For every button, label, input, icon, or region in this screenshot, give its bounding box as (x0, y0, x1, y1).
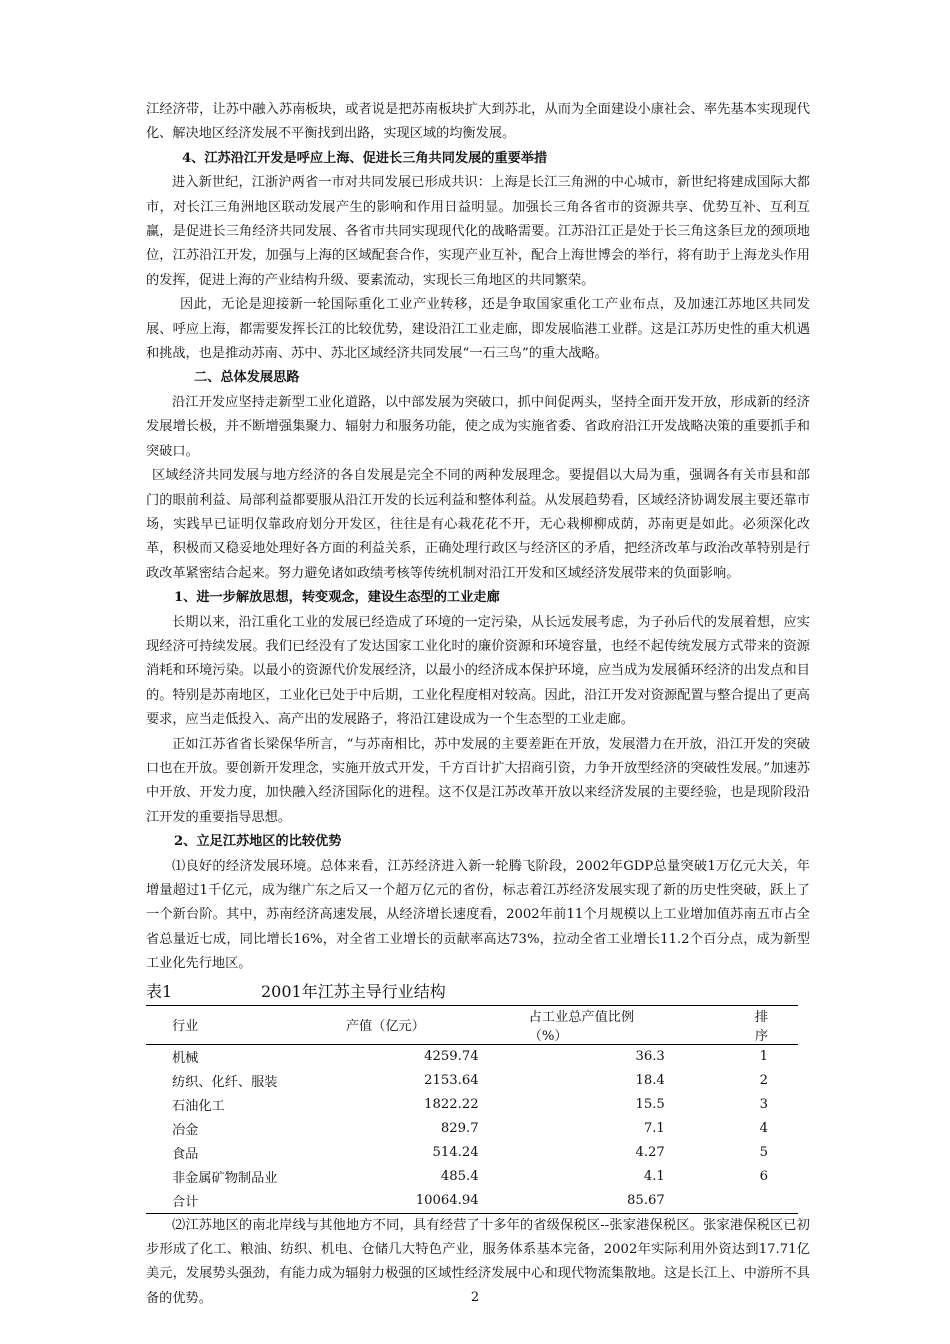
paragraph: 因此，无论是迎接新一轮国际重化工业产业转移，还是争取国家重化工产业布点，及加速江苏地区共同发展、呼应上海，都需要发挥长江的比较优势，建设沿江工业走廊，即发展临港工业群。这是江苏历史性的重大机遇和挑战，也是推动苏南、苏中、苏北区域经济共同发展“一石三鸟”的重大战略。 (146, 297, 810, 362)
table-cell: 15.5 (635, 1097, 665, 1113)
table-cell: 18.4 (635, 1073, 665, 1089)
table-cell: 1 (759, 1049, 768, 1065)
paragraph: 沿江开发应坚持走新型工业化道路，以中部发展为突破口，抓中间促两头，坚持全面开发开放，形成新的经济发展增长极，并不断增强集聚力、辐射力和服务功能，使之成为实施省委、省政府沿江开发战略决策的重要抓手和突破口。 (146, 394, 810, 459)
table-cell: 2 (759, 1073, 768, 1089)
table-header-cell: 占工业总产值比例（%） (528, 1009, 635, 1044)
paragraph: 进入新世纪，江浙沪两省一市对共同发展已形成共识：上海是长江三角洲的中心城市，新世纪将建成国际大都市，对长江三角洲地区联动发展产生的影响和作用日益明显。加强长三角各省市的资源共享、优势互补、互利互赢，是促进长三角经济共同发展、各省市共同实现现代化的战略需要。江苏沿江正是处于长三角这条巨龙的颈项地位，江苏沿江开发，加强与上海的区域配套合作，实现产业互补，配合上海世博会的举行，将有助于上海龙头作用的发挥，促进上海的产业结构升级、要素流动，实现长三角地区的共同繁荣。 (146, 175, 810, 288)
section-heading: 4、江苏沿江开发是呼应上海、促进长三角共同发展的重要举措 (182, 150, 548, 166)
table-cell: 机械 (172, 1051, 199, 1067)
table-row (146, 1069, 798, 1093)
table-row (146, 1165, 798, 1189)
table-cell: 4.27 (635, 1145, 665, 1161)
document-body (146, 98, 810, 1311)
industry-structure-table (146, 1005, 798, 1214)
table-label: 表1 (146, 981, 173, 1001)
table-cell: 85.67 (627, 1193, 665, 1209)
table-cell: 1822.22 (424, 1097, 479, 1113)
table-cell: 7.1 (643, 1121, 665, 1137)
paragraph: ⑵江苏地区的南北岸线与其他地方不同，具有经营了十多年的省级保税区--张家港保税区。张家港保税区已初步形成了化工、粮油、纺织、机电、仓储几大特色产业，服务体系基本完备，2002年实际利用外资达到17.71亿美元，发展势头强劲，有能力成为辐射力极强的区域性经济发展中心和现代物流集散地。这是长江上、中游所不具备的优势。 (146, 1217, 810, 1306)
table-cell: 36.3 (635, 1049, 665, 1065)
table-cell: 石油化工 (172, 1099, 225, 1115)
table-cell: 食品 (172, 1147, 199, 1163)
table-header-row (146, 1005, 798, 1044)
table-cell: 3 (759, 1097, 768, 1113)
page-number: 2 (470, 1290, 480, 1305)
paragraph: 江经济带，让苏中融入苏南板块，或者说是把苏南板块扩大到苏北，从而为全面建设小康社会、率先基本实现现代化、解决地区经济发展不平衡找到出路，实现区域的均衡发展。 (146, 102, 810, 142)
table-cell (665, 1189, 798, 1214)
section-heading: 1、进一步解放思想，转变观念，建设生态型的工业走廊 (174, 590, 500, 606)
section-heading: 2、立足江苏地区的比较优势 (174, 834, 342, 850)
table-cell: 5 (759, 1145, 768, 1161)
table-cell: 2153.64 (424, 1073, 479, 1089)
table-header-cell: 行业 (172, 1019, 199, 1035)
table-row (146, 1117, 798, 1141)
paragraph: 正如江苏省省长梁保华所言，“与苏南相比，苏中发展的主要差距在开放，发展潜力在开放，沿江开发的突破口也在开放。要创新开发理念，实施开放式开发，千方百计扩大招商引资，力争开放型经济的突破性发展。”加速苏中开放、开发力度，加快融入经济国际化的进程。这不仅是江苏改革开放以来经济发展的主要经验，也是现阶段沿江开发的重要指导思想。 (146, 736, 810, 825)
table-cell: 485.4 (440, 1169, 479, 1185)
paragraph: 长期以来，沿江重化工业的发展已经造成了环境的一定污染，从长远发展考虑，为子孙后代的发展着想，应实现经济可持续发展。我们已经没有了发达国家工业化时的廉价资源和环境容量，也经不起传统发展方式带来的资源消耗和环境污染。以最小的资源代价发展经济，以最小的经济成本保护环境，应当成为发展循环经济的出发点和目的。特别是苏南地区，工业化已处于中后期，工业化程度相对较高。因此，沿江开发对资源配置与整合提出了更高要求，应当走低投入、高产出的发展路子，将沿江建设成为一个生态型的工业走廊。 (146, 614, 810, 728)
table-header-cell: 排序 (754, 1009, 768, 1044)
table-cell: 4.1 (643, 1169, 665, 1185)
table-caption (146, 979, 810, 1005)
table-cell: 829.7 (440, 1121, 479, 1137)
paragraph: 区域经济共同发展与地方经济的各自发展是完全不同的两种发展理念。要提倡以大局为重，强调各有关市县和部门的眼前利益、局部利益都要服从沿江开发的长远利益和整体利益。从发展趋势看，区域经济协调发展主要还靠市场，实践早已证明仅靠政府划分开发区，往往是有心栽花花不开，无心栽柳柳成荫，苏南更是如此。必须深化改革，积极而又稳妥地处理好各方面的利益关系，正确处理行政区与经济区的矛盾，把经济改革与政治改革特别是行政改革紧密结合起来。努力避免诸如政绩考核等传统机制对沿江开发和区域经济发展带来的负面影响。 (146, 468, 810, 581)
table-row (146, 1141, 798, 1165)
table-cell: 4259.74 (424, 1049, 479, 1065)
table-cell: 6 (759, 1169, 768, 1185)
table-row (146, 1044, 798, 1069)
paragraph: ⑴良好的经济发展环境。总体来看，江苏经济进入新一轮腾飞阶段，2002年GDP总量突破1万亿元大关，年增量超过1千亿元，成为继广东之后又一个超万亿元的省份，标志着江苏经济发展实现了新的历史性突破，跃上了一个新台阶。其中，苏南经济高速发展，从经济增长速度看，2002年前11个月规模以上工业增加值苏南五市占全省总量近七成，同比增长16%，对全省工业增长的贡献率高达73%，拉动全省工业增长11.2个百分点，成为新型工业化先行地区。 (146, 858, 810, 972)
table-cell: 合计 (172, 1195, 199, 1211)
table-cell: 非金属矿物制品业 (172, 1171, 278, 1187)
table-cell: 纺织、化纤、服装 (172, 1075, 278, 1091)
table-header-cell: 产值（亿元） (345, 1019, 425, 1035)
table-cell: 4 (759, 1121, 768, 1137)
table-cell: 10064.94 (415, 1193, 479, 1209)
table-cell: 冶金 (172, 1123, 199, 1139)
table-row-total (146, 1189, 798, 1214)
table-cell: 514.24 (432, 1145, 479, 1161)
section-heading: 二、总体发展思路 (194, 370, 300, 386)
table-row (146, 1093, 798, 1117)
table-title: 2001年江苏主导行业结构 (261, 981, 446, 1001)
